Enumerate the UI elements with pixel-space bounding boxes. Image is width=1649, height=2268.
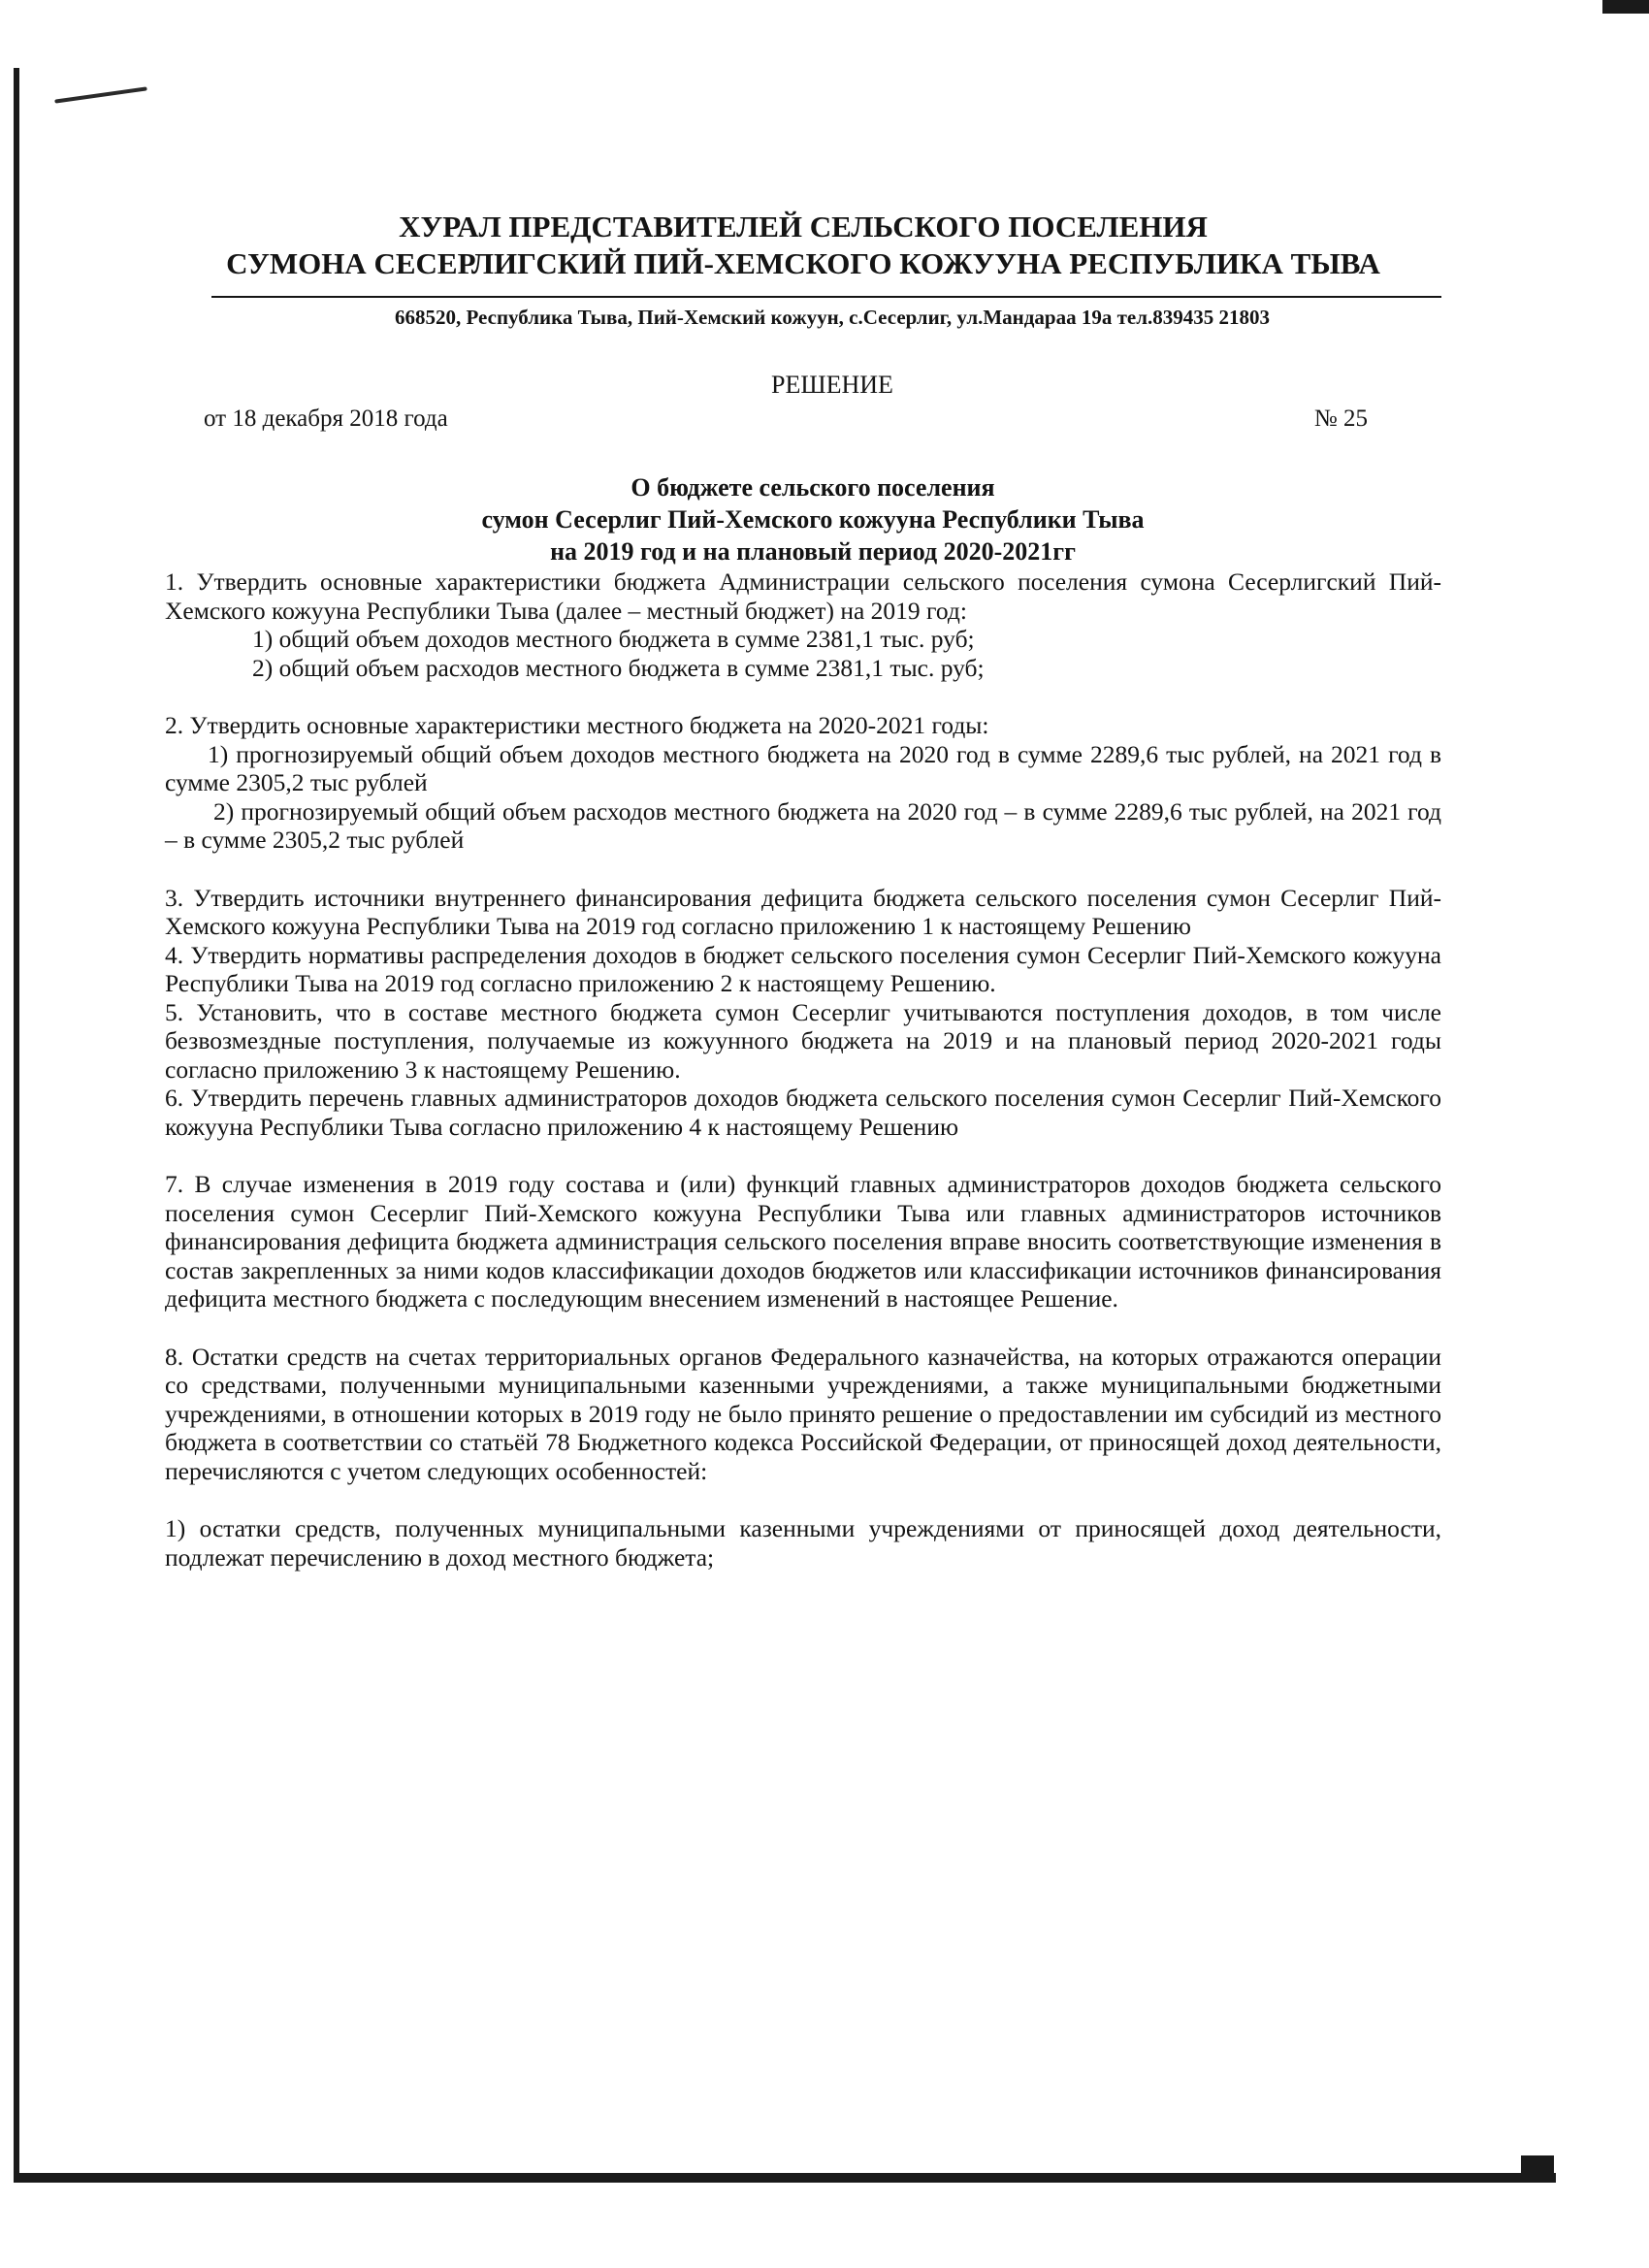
- scan-corner-mark-top: [1602, 0, 1649, 14]
- subject-line-3: на 2019 год и на плановый период 2020-2021гг: [550, 537, 1076, 566]
- paragraph-6: 6. Утвердить перечень главных администраторов доходов бюджета сельского поселения сумон Сесерлиг Пий-Хемского кожууна Республики Тыва согласно приложению 4 к настоящему Решению: [165, 1084, 1441, 1141]
- paragraph-1: 1. Утвердить основные характеристики бюджета Администрации сельского поселения сумона Сесерлигский Пий-Хемского кожууна Республики Тыва (далее – местный бюджет) на 2019 год:: [165, 567, 1441, 625]
- scan-corner-mark: [1521, 2155, 1554, 2183]
- document-date: от 18 декабря 2018 года: [204, 405, 448, 432]
- document-page: [165, 209, 1441, 1571]
- document-number: № 25: [1313, 405, 1368, 432]
- subject-line-2: сумон Сесерлиг Пий-Хемского кожууна Республики Тыва: [481, 505, 1145, 534]
- paragraph-5: 5. Установить, что в составе местного бюджета сумон Сесерлиг учитываются поступления доходов, в том числе безвозмездные поступления, получаемые из кожуунного бюджета на 2019 и на плановый период 2020-2021 годы согласно приложению 3 к настоящему Решению.: [165, 997, 1441, 1084]
- subject-line-1: О бюджете сельского поселения: [630, 473, 995, 502]
- paragraph-8: 8. Остатки средств на счетах территориальных органов Федерального казначейства, на которых отражаются операции со средствами, полученными муниципальными казенными учреждениями, а также муниципальными бюджетными учреждениями, в отношении которых в 2019 году не было принято решение о предоставлении им субсидий из местного бюджета в соответствии со статьёй 78 Бюджетного кодекса Российской Федерации, от приносящей доход деятельности, перечисляются с учетом следующих особенностей:: [165, 1342, 1441, 1485]
- header-address: 668520, Республика Тыва, Пий-Хемский кожуун, с.Сесерлиг, ул.Мандараа 19а тел.839435 21803: [395, 306, 1270, 329]
- pen-mark: [54, 86, 147, 103]
- header-divider: [211, 296, 1441, 298]
- paragraph-7: 7. В случае изменения в 2019 году состава и (или) функций главных администраторов доходов бюджета сельского поселения сумон Сесерлиг Пий-Хемского кожууна Республики Тыва или главных администраторов источников финансирования дефицита бюджета администрация сельского поселения вправе вносить соответствующие изменения в состав закрепленных за ними кодов классификации доходов бюджетов или классификации источников финансирования дефицита местного бюджета с последующим внесением изменений в настоящее Решение.: [165, 1170, 1441, 1312]
- header-line-2: СУМОНА СЕСЕРЛИГСКИЙ ПИЙ-ХЕМСКОГО КОЖУУНА РЕСПУБЛИКА ТЫВА: [226, 246, 1380, 280]
- header-line-1: ХУРАЛ ПРЕДСТАВИТЕЛЕЙ СЕЛЬСКОГО ПОСЕЛЕНИЯ: [399, 210, 1208, 243]
- paragraph-2-1: 1) прогнозируемый общий объем доходов местного бюджета на 2020 год в сумме 2289,6 тыс рублей, на 2021 год в сумме 2305,2 тыс рублей: [165, 739, 1441, 796]
- paragraph-1-1: 1) общий объем доходов местного бюджета в сумме 2381,1 тыс. руб;: [252, 625, 975, 653]
- paragraph-2-2: 2) прогнозируемый общий объем расходов местного бюджета на 2020 год – в сумме 2289,6 тыс рублей, на 2021 год – в сумме 2305,2 тыс рублей: [165, 796, 1441, 854]
- scan-edge-bottom: [14, 2173, 1556, 2183]
- paragraph-3: 3. Утвердить источники внутреннего финансирования дефицита бюджета сельского поселения сумон Сесерлиг Пий-Хемского кожууна Республики Тыва на 2019 год согласно приложению 1 к настоящему Решению: [165, 883, 1441, 940]
- scan-edge-left: [14, 68, 19, 2183]
- paragraph-2: 2. Утвердить основные характеристики местного бюджета на 2020-2021 годы:: [165, 711, 989, 739]
- paragraph-1-2: 2) общий объем расходов местного бюджета в сумме 2381,1 тыс. руб;: [252, 653, 985, 682]
- paragraph-8-1: 1) остатки средств, полученных муниципальными казенными учреждениями от приносящей доход деятельности, подлежат перечислению в доход местного бюджета;: [165, 1514, 1441, 1571]
- document-subject: [165, 471, 1441, 567]
- date-row: [165, 405, 1441, 433]
- document-type: РЕШЕНИЕ: [771, 371, 893, 399]
- paragraph-4: 4. Утвердить нормативы распределения доходов в бюджет сельского поселения сумон Сесерлиг Пий-Хемского кожууна Республики Тыва на 2019 год согласно приложению 2 к настоящему Решению.: [165, 940, 1441, 997]
- document-body: [165, 567, 1441, 1571]
